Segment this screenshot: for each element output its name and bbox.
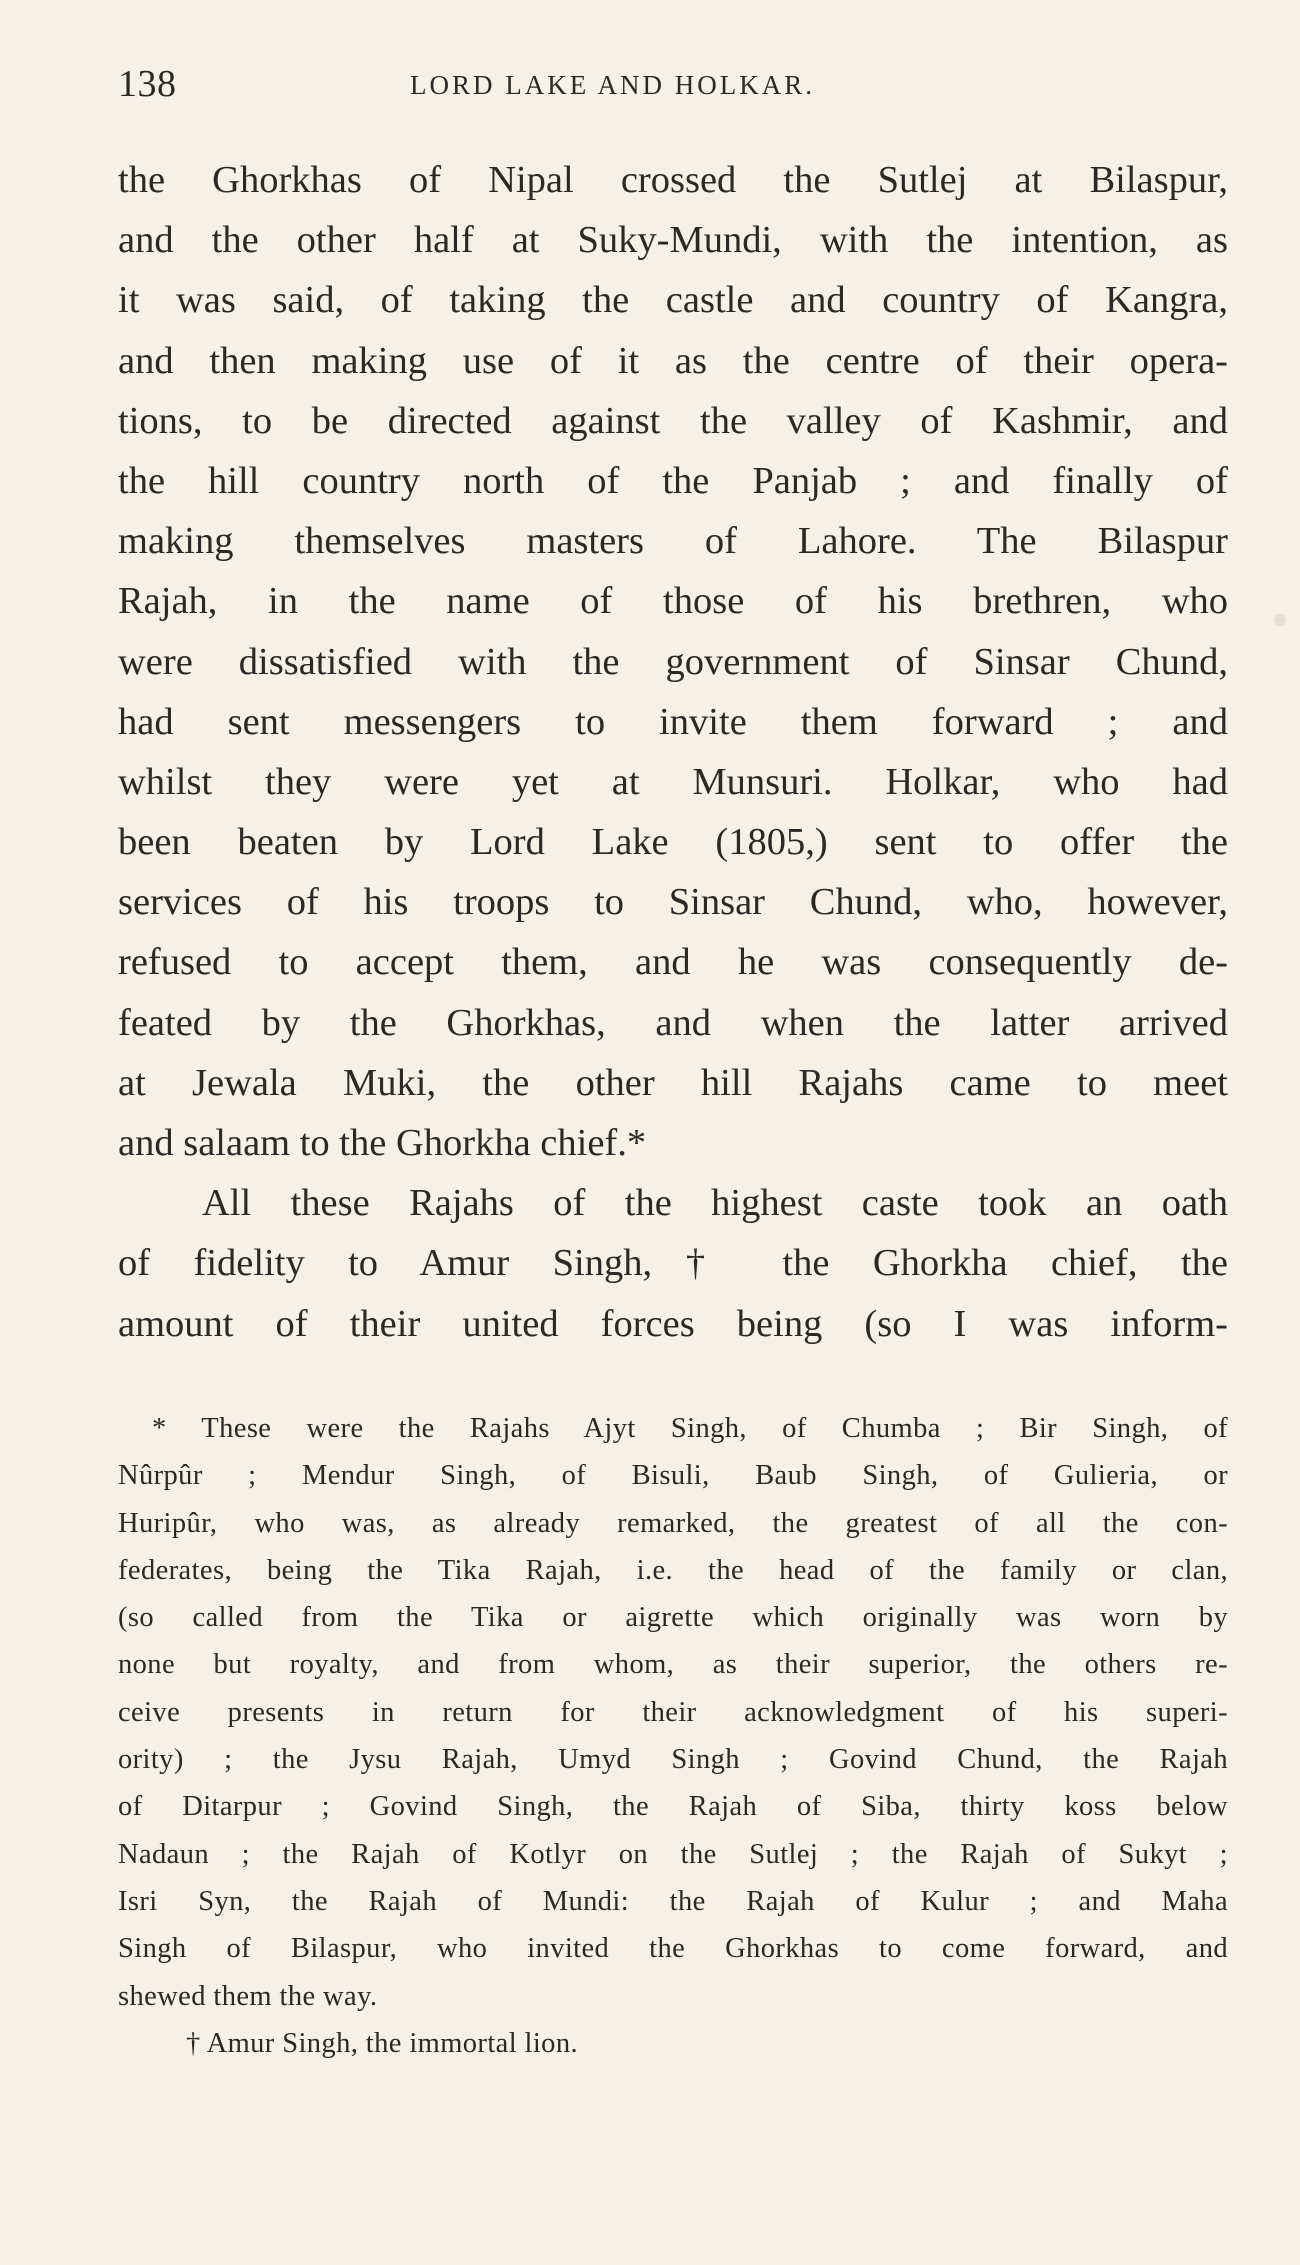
body-line: and salaam to the Ghorkha chief.*: [118, 1122, 647, 1164]
footnote-line: Nûrpûr ; Mendur Singh, of Bisuli, Baub Singh, of Gulieria, or: [118, 1460, 1228, 1492]
body-line: amount of their united forces being (so I was inform-: [118, 1302, 1228, 1345]
footnote-line: Huripûr, who was, as already remarked, the greatest of all the con-: [118, 1507, 1228, 1539]
footnote-line: † Amur Singh, the immortal lion.: [186, 2027, 578, 2059]
footnote-line: Isri Syn, the Rajah of Mundi: the Rajah of Kulur ; and Maha: [118, 1885, 1228, 1917]
paper-stain: [1274, 614, 1286, 626]
body-line: refused to accept them, and he was consequently de-: [118, 941, 1228, 984]
body-line: and the other half at Suky-Mundi, with the intention, as: [118, 219, 1228, 262]
body-line: Rajah, in the name of those of his brethren, who: [118, 580, 1228, 623]
body-line: the Ghorkhas of Nipal crossed the Sutlej at Bilaspur,: [118, 159, 1228, 201]
page-header: [118, 62, 1228, 112]
body-line: and then making use of it as the centre of their opera-: [118, 339, 1228, 382]
body-line: of fidelity to Amur Singh,† the Ghorkha chief, the: [118, 1242, 1228, 1285]
footnote-line: ceive presents in return for their acknowledgment of his superi-: [118, 1696, 1228, 1728]
footnote-line: * These were the Rajahs Ajyt Singh, of Chumba ; Bir Singh, of: [152, 1413, 1228, 1444]
body-line: at Jewala Muki, the other hill Rajahs came to meet: [118, 1061, 1228, 1104]
footnote-line: none but royalty, and from whom, as their superior, the others re-: [118, 1649, 1228, 1681]
footnote-line: federates, being the Tika Rajah, i.e. the head of the family or clan,: [118, 1554, 1228, 1586]
footnote-line: shewed them the way.: [118, 1980, 378, 2012]
footnote-line: Nadaun ; the Rajah of Kotlyr on the Sutlej ; the Rajah of Sukyt ;: [118, 1838, 1228, 1870]
footnote-line: ority) ; the Jysu Rajah, Umyd Singh ; Govind Chund, the Rajah: [118, 1744, 1228, 1776]
body-line: tions, to be directed against the valley of Kashmir, and: [118, 399, 1228, 442]
body-text: [118, 150, 1228, 1354]
running-head: LORD LAKE AND HOLKAR.: [410, 70, 815, 100]
footnotes: [118, 1405, 1228, 2067]
footnote-line: of Ditarpur ; Govind Singh, the Rajah of Siba, thirty koss below: [118, 1791, 1228, 1823]
footnote-line: Singh of Bilaspur, who invited the Ghorkhas to come forward, and: [118, 1933, 1228, 1965]
body-line: feated by the Ghorkhas, and when the latter arrived: [118, 1001, 1228, 1044]
body-line: been beaten by Lord Lake (1805,) sent to offer the: [118, 821, 1228, 864]
body-line: had sent messengers to invite them forward ; and: [118, 700, 1228, 743]
body-line: services of his troops to Sinsar Chund, who, however,: [118, 881, 1228, 924]
footnote-line: (so called from the Tika or aigrette which originally was worn by: [118, 1602, 1228, 1634]
body-line: it was said, of taking the castle and country of Kangra,: [118, 279, 1228, 322]
body-line: whilst they were yet at Munsuri. Holkar, who had: [118, 760, 1228, 803]
body-line: All these Rajahs of the highest caste took an oath: [202, 1182, 1228, 1225]
page-number: 138: [118, 63, 177, 105]
body-line: making themselves masters of Lahore. The Bilaspur: [118, 520, 1228, 563]
body-line: were dissatisfied with the government of Sinsar Chund,: [118, 640, 1228, 683]
body-line: the hill country north of the Panjab ; and finally of: [118, 459, 1228, 502]
